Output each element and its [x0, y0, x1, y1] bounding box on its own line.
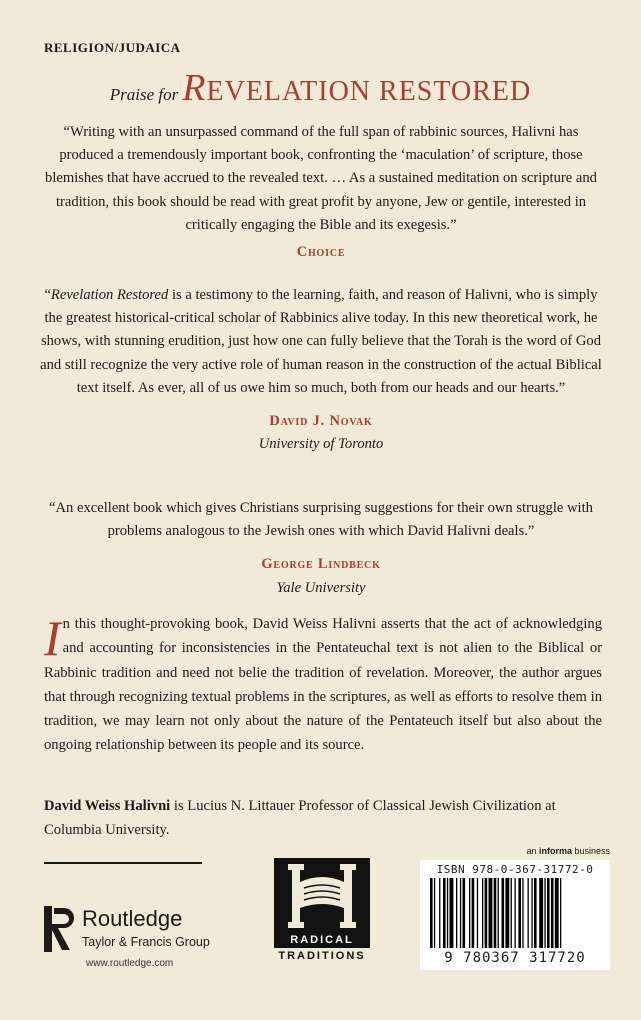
quote-text [40, 284, 602, 400]
author-bio [44, 794, 602, 843]
informa-tagline [420, 846, 610, 856]
series-word-radical: RADICAL [274, 932, 370, 948]
publisher-block [44, 906, 244, 976]
description-text [44, 612, 602, 758]
author-name: David Weiss Halivni [44, 798, 171, 814]
informa-suffix: business [571, 846, 610, 856]
praise-prefix: Praise for [109, 85, 179, 104]
category-label: RELIGION/JUDAICA [44, 40, 181, 55]
quote-attribution-name: Choice [296, 244, 346, 261]
informa-prefix: an [526, 846, 539, 856]
author-bio-text: is Lucius N. Littauer Professor of Classical Jewish Civilization at Columbia University. [44, 798, 556, 839]
ark-emblem-icon [274, 858, 370, 932]
barcode-icon [430, 878, 600, 950]
ean-digits: 9 780367 317720 [444, 950, 586, 966]
book-title-rest: EVELATION RESTORED [206, 76, 532, 107]
quote-attribution-affiliation: University of Toronto [258, 436, 384, 453]
informa-brand: informa [538, 846, 572, 856]
dropcap: I [44, 610, 61, 666]
book-title-cap: R [182, 67, 207, 109]
quote-text: “An excellent book which gives Christians surprising suggestions for their own struggle with problems analogous to the Jewish ones with which David Halivni deals.” [49, 500, 593, 540]
publisher-name: Routledge [82, 906, 183, 931]
quote-choice [40, 121, 602, 264]
quote-attribution-name: David J. Novak [269, 413, 373, 430]
quote-novak [40, 284, 602, 456]
book-description [44, 612, 602, 758]
routledge-logo-icon [44, 906, 76, 952]
quote-body: is a testimony to the learning, faith, and reason of Halivni, who is simply the greatest historical-critical scholar of Rabbinics alive today. In this new theoretical work, he shows, with stunning erudition, just how one can fully believe that the Torah is the word of God and still recognize the very active role of human reason in the construction of the actual Biblical text itself. As ever, all of us owe him so much, both from our heads and our hearts.” [40, 287, 602, 396]
description-body: n this thought-provoking book, David Weiss Halivni asserts that the act of acknowledging and accounting for inconsistencies in the Pentateuchal text is not alien to the Biblical or Rabbinic tradition and need not belie the tradition of revelation. Moreover, the author argues that through recognizing textual problems in the scriptures, as well as efforts to resolve them in tradition, we may learn not only about the nature of the Pentateuch itself but also about the ongoing relationship between its people and its source. [44, 616, 602, 754]
series-logo [270, 856, 374, 966]
praise-heading [0, 66, 641, 110]
isbn-label: ISBN 978-0-367-31772-0 [436, 863, 594, 876]
quote-lindbeck [40, 497, 602, 600]
book-title [182, 67, 532, 109]
series-word-traditions: TRADITIONS [278, 950, 366, 962]
quote-attribution-name: George Lindbeck [261, 556, 381, 573]
publisher-url: www.routledge.com [86, 958, 174, 969]
publisher-group: Taylor & Francis Group [82, 935, 210, 949]
quote-attribution-affiliation: Yale University [276, 579, 366, 596]
quote-open-mark: “ [44, 287, 51, 303]
quote-book-title: Revelation Restored [50, 287, 169, 303]
divider-rule [44, 862, 202, 864]
barcode-box [420, 860, 610, 970]
quote-text: “Writing with an unsurpassed command of the full span of rabbinic sources, Halivni has produced a tremendously important book, confronting the ‘maculation’ of scripture, those blemishes that have accrued to the revealed text. … As a sustained meditation on scripture and tradition, this book should be read with great profit by anyone, Jew or gentile, interested in critically engaging the Bible and its exegesis.” [45, 124, 597, 233]
